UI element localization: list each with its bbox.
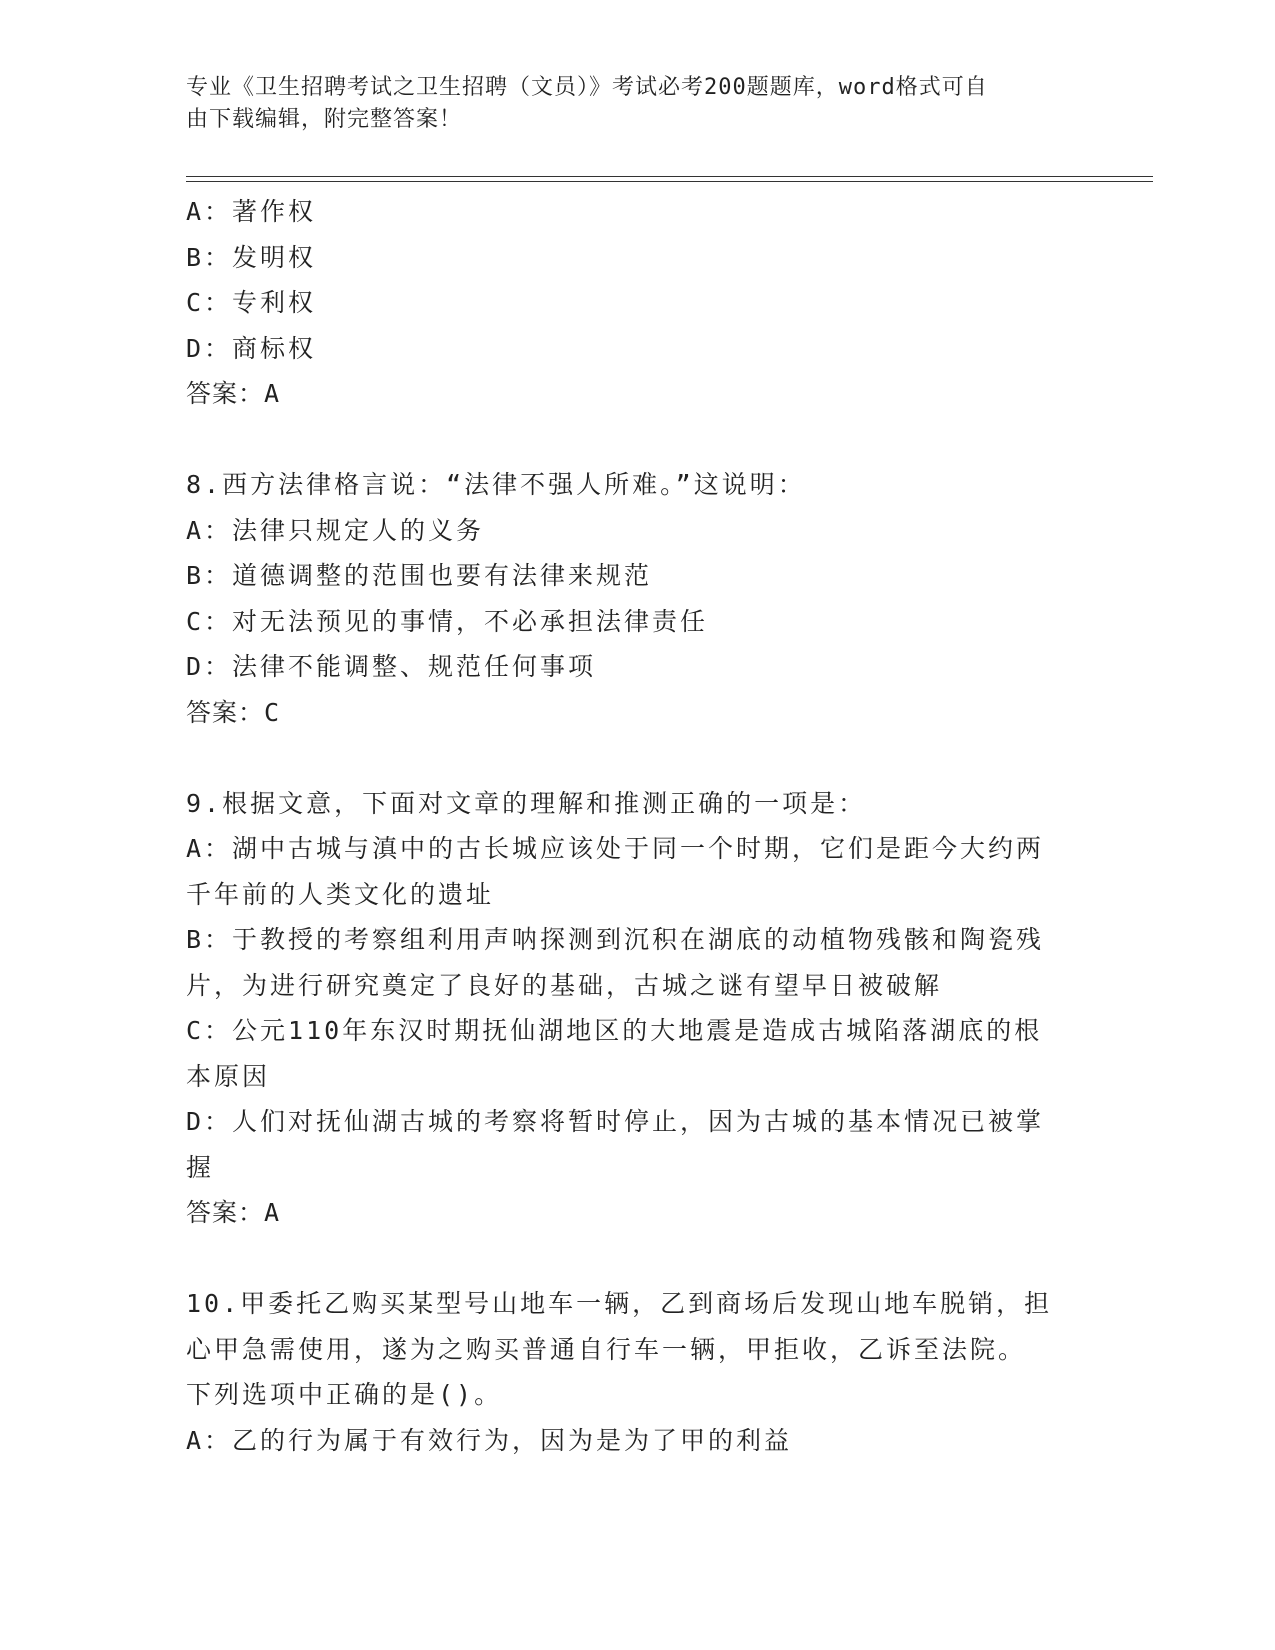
option-b-line-2: 片，为进行研究奠定了良好的基础，古城之谜有望早日被破解 [186,970,943,1000]
question-list [186,189,1076,1463]
header-divider-bottom [186,181,1153,182]
question-text-line-1: 10.甲委托乙购买某型号山地车一辆，乙到商场后发现山地车脱销，担 [186,1289,1053,1318]
option-b: B：道德调整的范围也要有法律来规范 [186,561,653,590]
answer: 答案：A [186,1198,281,1227]
option-a: A：乙的行为属于有效行为，因为是为了甲的利益 [186,1425,793,1455]
question-text-line-2: 心甲急需使用，遂为之购买普通自行车一辆，甲拒收，乙诉至法院。 [186,1334,1027,1364]
option-a-line-2: 千年前的人类文化的遗址 [186,879,495,909]
answer: 答案：A [186,379,281,408]
option-c-line-1: C：公元110年东汉时期抚仙湖地区的大地震是造成古城陷落湖底的根 [186,1016,1043,1045]
question-text-line-3: 下列选项中正确的是()。 [186,1380,503,1409]
header-line-1: 专业《卫生招聘考试之卫生招聘（文员）》考试必考200题题库，word格式可自 [186,75,988,100]
question-9 [186,781,1076,1236]
option-a: A：著作权 [186,197,317,226]
question-8 [186,462,1076,735]
spacer [186,1236,1076,1282]
option-d: D：法律不能调整、规范任何事项 [186,652,597,681]
option-c-line-2: 本原因 [186,1061,271,1091]
option-d-line-2: 握 [186,1152,215,1182]
option-c: C：对无法预见的事情，不必承担法律责任 [186,606,709,636]
header-line-2: 由下载编辑，附完整答案！ [186,107,463,132]
question-text: 9.根据文意，下面对文章的理解和推测正确的一项是： [186,788,867,818]
option-b: B：发明权 [186,242,317,272]
document-header [186,72,1066,136]
option-d: D：商标权 [186,333,317,363]
question-text: 8.西方法律格言说：“法律不强人所难。”这说明： [186,470,806,499]
spacer [186,735,1076,781]
option-d-line-1: D：人们对抚仙湖古城的考察将暂时停止，因为古城的基本情况已被掌 [186,1107,1045,1136]
option-a: A：法律只规定人的义务 [186,515,485,545]
question-7 [186,189,1076,417]
answer: 答案：C [186,697,281,727]
option-b-line-1: B：于教授的考察组利用声呐探测到沉积在湖底的动植物残骸和陶瓷残 [186,925,1045,954]
spacer [186,417,1076,463]
option-c: C：专利权 [186,288,317,317]
header-divider-top [186,176,1153,177]
option-a-line-1: A：湖中古城与滇中的古长城应该处于同一个时期，它们是距今大约两 [186,834,1045,863]
question-10 [186,1281,1076,1463]
